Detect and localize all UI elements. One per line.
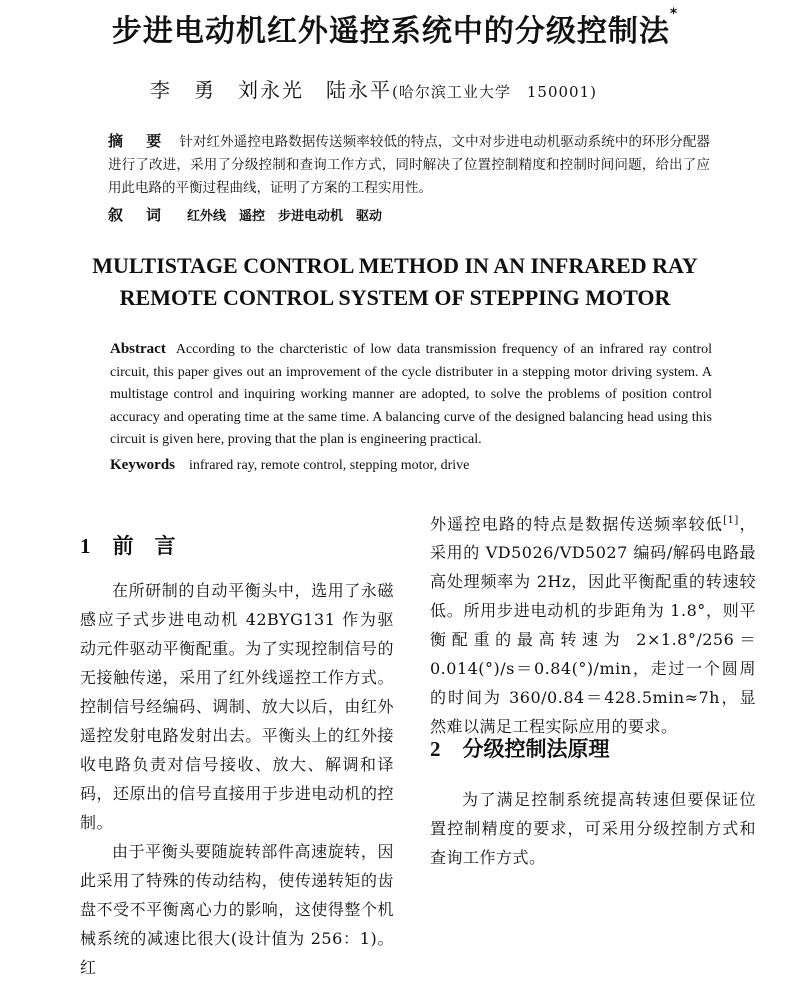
affiliation: (哈尔滨工业大学 150001) (392, 83, 597, 101)
english-title (0, 250, 790, 314)
title-footnote-mark: * (669, 6, 679, 22)
keywords-cn (108, 204, 382, 225)
abstract-cn (108, 130, 710, 200)
english-title-line-2: REMOTE CONTROL SYSTEM OF STEPPING MOTOR (119, 285, 671, 310)
abstract-cn-label: 摘 要 (108, 132, 166, 150)
english-title-line-1: MULTISTAGE CONTROL METHOD IN AN INFRARED RAY (92, 253, 698, 278)
abstract-en-label: Abstract (110, 341, 166, 357)
citation-ref: [1] (723, 515, 739, 526)
authors: 李 勇 刘永光 陆永平 (150, 78, 392, 102)
section-1-paragraph-1: 在所研制的自动平衡头中，选用了永磁感应子式步进电动机 42BYG131 作为驱动元件驱动平衡配重。为了实现控制信号的无接触传递，采用了红外线遥控工作方式。控制信号经编码、调制、放大以后，由红外遥控发射电路发射出去。平衡头上的红外接收电路负责对信号接收、放大、解调和译码，还原出的信号直接用于步进电动机的控制。 (80, 581, 394, 832)
section-1-heading (80, 530, 176, 560)
section-2-number: 2 (430, 737, 441, 761)
keywords-cn-text: 红外线 遥控 步进电动机 驱动 (187, 209, 383, 224)
right-column-bottom (430, 785, 756, 872)
section-1-continuation (430, 506, 756, 741)
right-column-top (430, 506, 756, 741)
section-1-number: 1 (80, 534, 91, 558)
keywords-cn-label: 叙 词 (108, 206, 166, 224)
abstract-en-text: According to the charcteristic of low data transmission frequency of an infrared ray control circuit, this paper gives out an improvement of the cycle distributer in a stepping motor driving system. A multistage control and inquiring working manner are adopted, to solve the problems of position control accuracy and operating time at the same time. A balancing curve of the designed balancing head using this circuit is given here, proving that the plan is engineering practical. (110, 342, 712, 447)
section-1-paragraph-2: 由于平衡头要随旋转部件高速旋转，因此采用了特殊的传动结构，使传递转矩的齿盘不受不平衡离心力的影响，这使得整个机械系统的减速比很大(设计值为 256：1)。红 (80, 842, 394, 977)
paper-title (0, 6, 790, 50)
abstract-cn-text: 针对红外遥控电路数据传送频率较低的特点，文中对步进电动机驱动系统中的环形分配器进行了改进，采用了分级控制和查询工作方式，同时解决了位置控制精度和控制时间问题，给出了应用此电路的平衡过程曲线，证明了方案的工程实用性。 (108, 134, 710, 196)
continuation-text-1: 外遥控电路的特点是数据传送频率较低 (430, 514, 724, 534)
keywords-en (110, 457, 469, 474)
author-line (150, 74, 597, 103)
abstract-en (110, 338, 712, 452)
continuation-text-2: ，采用的 VD5026/VD5027 编码/解码电路最高处理频率为 2Hz，因此平衡配重的转速较低。所用步进电动机的步距角为 1.8°，则平衡配重的最高转速为 2×1.8°/256＝0.014(°)/s＝0.84(°)/min，走过一个圆周的时间为 360/0.84＝428.5min≈7h，显然难以满足工程实际应用的要求。 (430, 514, 756, 737)
title-text: 步进电动机红外遥控系统中的分级控制法 (111, 14, 670, 49)
section-2-heading (430, 733, 610, 763)
keywords-en-text: infrared ray, remote control, stepping motor, drive (189, 458, 470, 473)
section-1-title: 前 言 (112, 534, 176, 558)
left-column (80, 576, 394, 982)
section-2-paragraph-1: 为了满足控制系统提高转速但要保证位置控制精度的要求，可采用分级控制方式和查询工作方式。 (430, 790, 756, 867)
section-2-title: 分级控制法原理 (462, 737, 610, 761)
keywords-en-label: Keywords (110, 457, 175, 473)
